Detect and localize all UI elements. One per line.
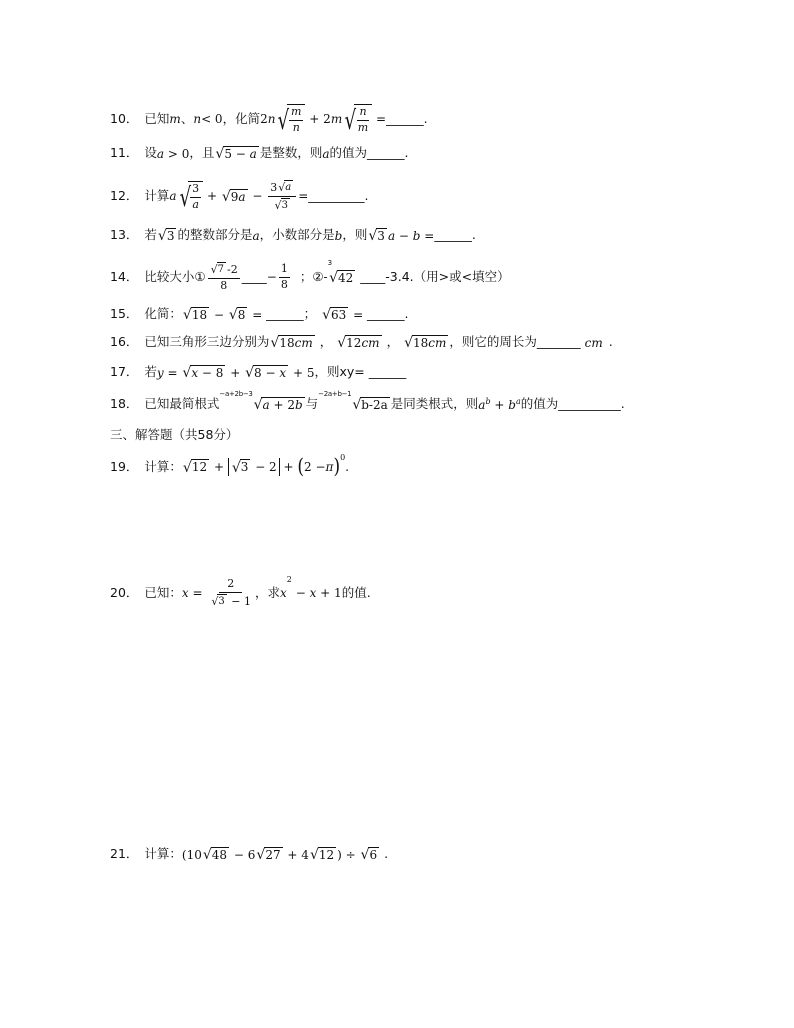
question-text: 比较大小 (144, 268, 195, 284)
sqrt-fraction: √ $\frac{3}{a}$ (177, 181, 204, 211)
question-number: 11． (110, 145, 139, 161)
sqrt-expr: √ 27 (256, 847, 281, 864)
sqrt-expr: √ 48 (202, 847, 228, 864)
question-number: 18． (110, 396, 139, 412)
sqrt-expr: √ 6 (360, 847, 378, 864)
question-text: 的值为 (329, 145, 368, 161)
answer-blank[interactable]: ______ (367, 145, 405, 161)
sqrt-expr: √ 18cm (404, 335, 447, 352)
question-text: 与 (305, 396, 319, 412)
question-number: 13． (110, 227, 139, 243)
answer-blank[interactable]: ______ (386, 110, 424, 126)
sqrt-expr: √ 63 (322, 307, 347, 324)
absolute-value: √ 3 − 2 (228, 458, 280, 476)
sqrt-expr: √ a + 2b (253, 397, 303, 414)
question-text: 已知三角形三边分别为 (144, 334, 270, 350)
question-text: ，求 (255, 584, 281, 600)
question-text: 化简： (144, 306, 182, 322)
sqrt-expr: √ 9a (221, 188, 246, 205)
question-15: 15． 化简： √ 18 − √ 8 = ______ ； √ 63 = ______ . (110, 306, 409, 324)
question-number: 15． (110, 306, 139, 322)
question-text: ，小数部分是 (259, 227, 335, 243)
section-heading: 三、解答题（共58分） (110, 427, 239, 442)
fraction: 2 √ 3 − 1 (211, 577, 251, 608)
question-text: 的值. (341, 584, 371, 600)
sqrt-expr: √ x − 8 (182, 365, 224, 382)
question-number: 20． (110, 584, 139, 600)
question-text: 计算： (144, 458, 182, 474)
question-text: 已知最简根式 (144, 396, 220, 412)
answer-blank[interactable]: __________ (558, 396, 621, 412)
sqrt-expr: √ 8 − x (245, 365, 287, 382)
math-expr: m (169, 112, 181, 127)
sqrt-expr: √ 3 (368, 228, 385, 245)
question-text: ，且 (189, 145, 215, 161)
question-text: -3.4.（用>或<填空） (385, 268, 510, 284)
answer-blank[interactable]: _______ (536, 334, 581, 350)
answer-blank[interactable]: ______ (368, 364, 407, 380)
question-18: 18． 已知最简根式 −a+2b−3 √ a + 2b 与 −2a+b−1 √ b-2a 是同类根式，则 $a^b$ + $b^a$ 的值为 __________ . (110, 390, 625, 414)
question-text: 若 (144, 364, 157, 380)
question-text: 若 (144, 227, 157, 243)
question-21: 21． 计算： (10 √ 48 − 6 √ 27 + 4 √ 12 ) ÷ √ 6 . (110, 846, 389, 864)
question-text: ，则它的周长为 (449, 334, 537, 350)
answer-blank[interactable]: ______ (366, 306, 405, 322)
question-number: 10． (110, 110, 139, 126)
sqrt-expr: √ 3 (157, 228, 175, 245)
fraction: $\frac{1}{8}$ (280, 262, 288, 291)
sqrt-expr: √ 18cm (270, 335, 313, 352)
sqrt-expr: √ 12 (182, 459, 208, 476)
question-10: 10． 已知 m 、 n < 0 ，化简 2 n √ $\frac{m}{n}$ + 2 m √ $\frac{n}{m}$ = ______ . (110, 105, 428, 137)
question-text: 计算 (144, 187, 170, 203)
question-text: ，则xy= (314, 364, 365, 380)
question-number: 17． (110, 364, 139, 380)
question-text: 已知 (144, 110, 170, 126)
sqrt-expr: √ b-2a (352, 397, 388, 414)
question-number: 21． (110, 846, 139, 862)
question-16: 16． 已知三角形三边分别为 √ 18cm ， √ 12cm ， √ 18cm ，则它的周长为 _______ cm . (110, 334, 613, 352)
question-13: 13． 若 √ 3 的整数部分是 a ，小数部分是 b ，则 √ 3 a − b = ______ . (110, 227, 476, 245)
question-text: 是整数，则 (259, 145, 323, 161)
question-text: 、 (180, 110, 194, 126)
question-text: ，则 (342, 227, 368, 243)
question-17: 17． 若 y = √ x − 8 + √ 8 − x + 5 ，则xy= ______ (110, 364, 407, 382)
sqrt-fraction: √ $\frac{m}{n}$ (275, 104, 305, 134)
question-12: 12． 计算 a √ $\frac{3}{a}$ + √ 9a − 3 √ a √ 3 = _________ . (110, 181, 369, 214)
question-number: 12． (110, 187, 139, 203)
math-expr: n (193, 112, 202, 127)
question-number: 19． (110, 458, 139, 474)
sqrt-fraction: √ $\frac{n}{m}$ (342, 104, 372, 134)
sqrt-expr: √ 12 (309, 847, 335, 864)
answer-blank[interactable]: ______ (266, 306, 304, 322)
question-text: 是同类根式，则 (390, 396, 479, 412)
question-text: 计算： (144, 846, 182, 862)
cube-root-expr: √ 42 (329, 269, 354, 286)
question-number: 16． (110, 334, 139, 350)
question-19: 19． 计算： √ 12 + √ 3 − 2 + ( 2 − π ) 0 . (110, 453, 350, 479)
question-text: 的值为 (520, 396, 559, 412)
sqrt-expr: √ 8 (228, 307, 246, 324)
fraction: 3 √ a √ 3 (268, 180, 296, 212)
fraction: √ 7 -2 8 (208, 262, 240, 292)
sqrt-expr: √ 12cm (337, 335, 380, 352)
question-text: ，化简 (222, 110, 261, 126)
answer-blank[interactable]: _________ (308, 187, 365, 203)
question-text: 已知： (144, 584, 182, 600)
answer-blank[interactable]: ____ (241, 268, 267, 284)
answer-blank[interactable]: ____ (360, 268, 386, 284)
sqrt-expr: √ 5 − a (215, 146, 257, 163)
question-text: 设 (144, 145, 157, 161)
answer-blank[interactable]: ______ (434, 227, 472, 243)
question-11: 11． 设 a > 0 ，且 √ 5 − a 是整数，则 a 的值为 ______ . (110, 145, 409, 163)
question-20: 20． 已知： x = 2 √ 3 − 1 ，求 x 2 − x + 1 的值. (110, 575, 371, 608)
question-14: 14． 比较大小 ① √ 7 -2 8 ____ − $\frac{1}{8}$ ； ② - 3 √ 42 ____ -3.4.（用>或<填空） (110, 259, 510, 292)
question-text: 的整数部分是 (177, 227, 253, 243)
sqrt-expr: √ 18 (182, 307, 208, 324)
question-number: 14． (110, 268, 139, 284)
